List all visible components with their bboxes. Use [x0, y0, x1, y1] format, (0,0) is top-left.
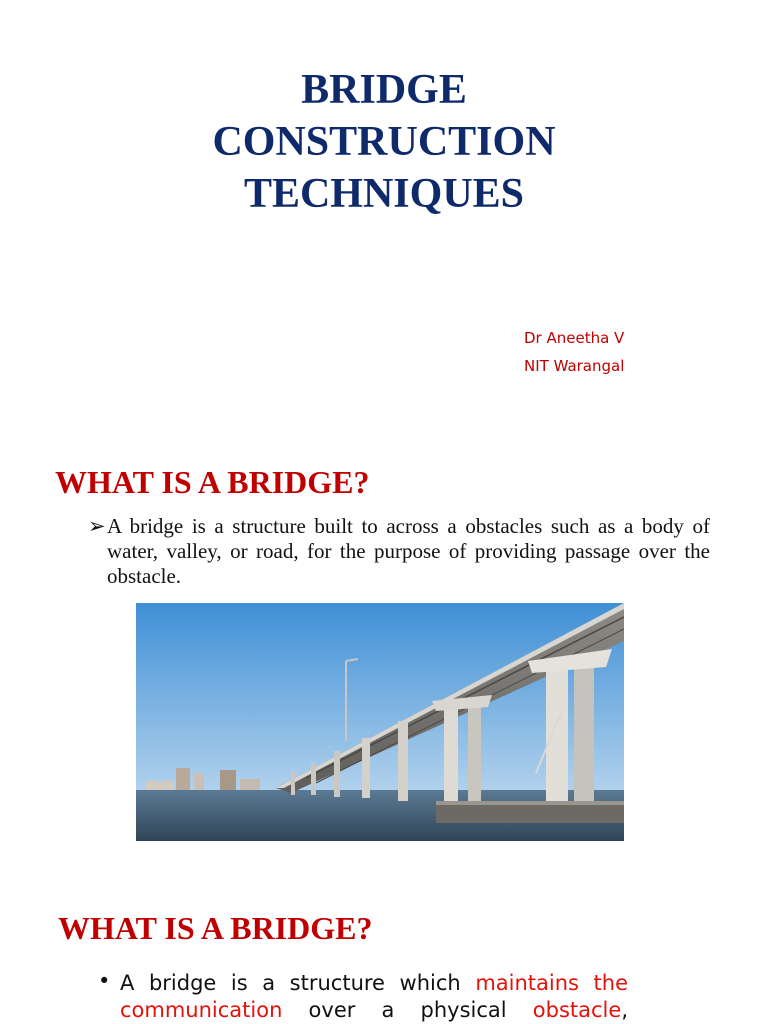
author-institution: NIT Warangal: [524, 357, 625, 375]
presentation-title: [0, 64, 768, 220]
bullet-dot-icon: •: [98, 969, 111, 993]
bridge-photo: [136, 603, 624, 841]
title-line-2: CONSTRUCTION: [212, 119, 556, 165]
text-segment: over a physical: [282, 998, 533, 1022]
bullet-text: A bridge is a structure built to across a obstacles such as a body of water, valley, or road, for the purpose of providing passage over the obstacle.: [107, 514, 710, 588]
arrow-bullet-icon: ➢: [88, 514, 106, 538]
slide-heading: WHAT IS A BRIDGE?: [58, 910, 373, 946]
title-line-3: TECHNIQUES: [243, 171, 525, 217]
slide-heading: WHAT IS A BRIDGE?: [55, 464, 370, 500]
bullet-point: [98, 970, 628, 1024]
author-block: [524, 324, 624, 380]
text-segment: A bridge is a structure which: [120, 971, 476, 995]
author-name: Dr Aneetha V: [524, 329, 625, 347]
highlight-text: obstacle: [532, 998, 622, 1022]
bullet-point: [88, 514, 710, 589]
title-slide: [0, 0, 768, 430]
highlight-text: maintains the communication: [120, 971, 629, 1022]
text-segment: ,: [621, 998, 628, 1022]
title-line-1: BRIDGE: [301, 67, 467, 113]
communication-slide: [0, 890, 768, 1024]
definition-slide: [0, 440, 768, 880]
bullet-text: [98, 970, 628, 1024]
